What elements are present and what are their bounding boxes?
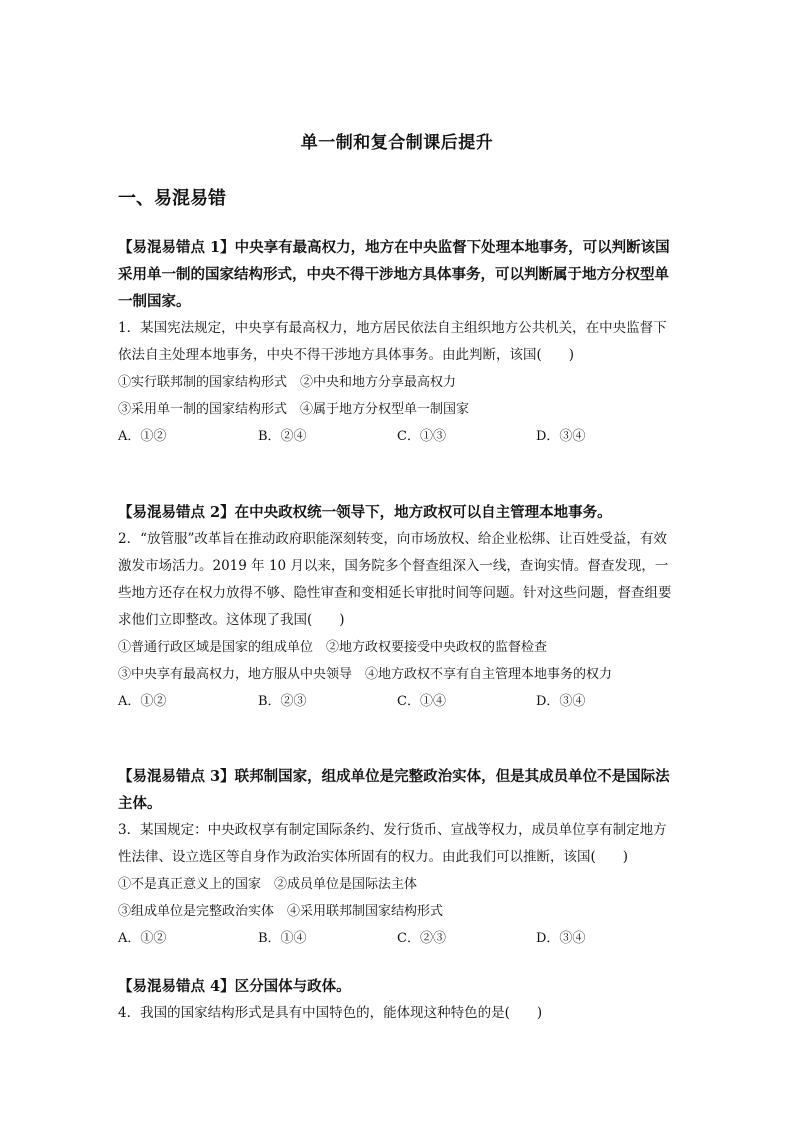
question-2-options-line-1: ①普通行政区域是国家的组成单位 ②地方政权要接受中央政权的监督检查	[118, 640, 548, 655]
question-2-options-line-2: ③中央享有最高权力，地方服从中央领导 ④地方政权不享有自主管理本地事务的权力	[118, 667, 613, 682]
choice-d: D．③④	[536, 931, 586, 946]
question-2: 2．“放管服”改革旨在推动政府职能深刻转变，向市场放权、给企业松绑、让百姓受益，有效激发市场活力。2019 年 10 月以来，国务院多个督查组深入一线，查询实情。督查发现，一些地方还存在权力放得不够、隐性审查和变相延长审批时间等问题。针对这些问题，督查组要求他们立即整改。这体现了我国( )	[118, 531, 672, 628]
point-4-tag: 【易混易错点 4】	[118, 978, 235, 995]
choice-b: B．①④	[258, 931, 307, 946]
error-point-1	[118, 234, 678, 450]
choice-d: D．③④	[536, 429, 586, 444]
point-2-text: 在中央政权统一领导下，地方政权可以自主管理本地事务。	[234, 504, 612, 521]
choice-c: C．①④	[397, 694, 446, 709]
choice-c: C．①③	[397, 429, 446, 444]
question-3: 3．某国规定：中央政权享有制定国际条约、发行货币、宣战等权力，成员单位享有制定地方性法律、设立选区等自身作为政治实体所固有的权力。由此我们可以推断，该国( )	[118, 822, 667, 865]
question-1-options-line-1: ①实行联邦制的国家结构形式 ②中央和地方分享最高权力	[118, 375, 457, 390]
point-4-text: 区分国体与政体。	[234, 978, 351, 995]
error-point-4	[118, 973, 678, 1027]
question-3-choices	[118, 925, 678, 952]
section-heading: 一、易混易错	[118, 188, 226, 209]
error-point-3	[118, 763, 678, 952]
point-3-text: 联邦制国家，组成单位是完整政治实体，但是其成员单位不是国际法主体。	[118, 768, 670, 812]
point-1-statement	[118, 234, 678, 315]
choice-a: A．①②	[118, 694, 167, 709]
point-4-statement	[118, 973, 678, 1000]
point-1-text: 中央享有最高权力，地方在中央监督下处理本地事务，可以判断该国采用单一制的国家结构形式，中央不得干涉地方具体事务，可以判断属于地方分权型单一制国家。	[118, 239, 670, 310]
question-4: 4．我国的国家结构形式是具有中国特色的，能体现这种特色的是( )	[118, 1005, 543, 1021]
point-1-tag: 【易混易错点 1】	[118, 239, 235, 256]
error-point-2	[118, 499, 678, 715]
choice-d: D．③④	[536, 694, 586, 709]
choice-a: A．①②	[118, 429, 167, 444]
document-title: 单一制和复合制课后提升	[300, 133, 494, 153]
point-2-statement	[118, 499, 678, 526]
question-1-options-line-2: ③采用单一制的国家结构形式 ④属于地方分权型单一制国家	[118, 402, 470, 417]
question-3-options-line-1: ①不是真正意义上的国家 ②成员单位是国际法主体	[118, 877, 418, 892]
question-1: 1．某国宪法规定，中央享有最高权力，地方居民依法自主组织地方公共机关，在中央监督下依法自主处理本地事务，中央不得干涉地方具体事务。由此判断，该国( )	[118, 320, 667, 363]
question-2-choices	[118, 688, 678, 715]
point-3-tag: 【易混易错点 3】	[118, 768, 235, 785]
question-3-options-line-2: ③组成单位是完整政治实体 ④采用联邦制国家结构形式	[118, 904, 444, 919]
choice-b: B．②③	[258, 694, 307, 709]
choice-a: A．①②	[118, 931, 167, 946]
choice-c: C．②③	[397, 931, 446, 946]
choice-b: B．②④	[258, 429, 307, 444]
question-1-choices	[118, 423, 678, 450]
point-3-statement	[118, 763, 678, 817]
point-2-tag: 【易混易错点 2】	[118, 504, 235, 521]
